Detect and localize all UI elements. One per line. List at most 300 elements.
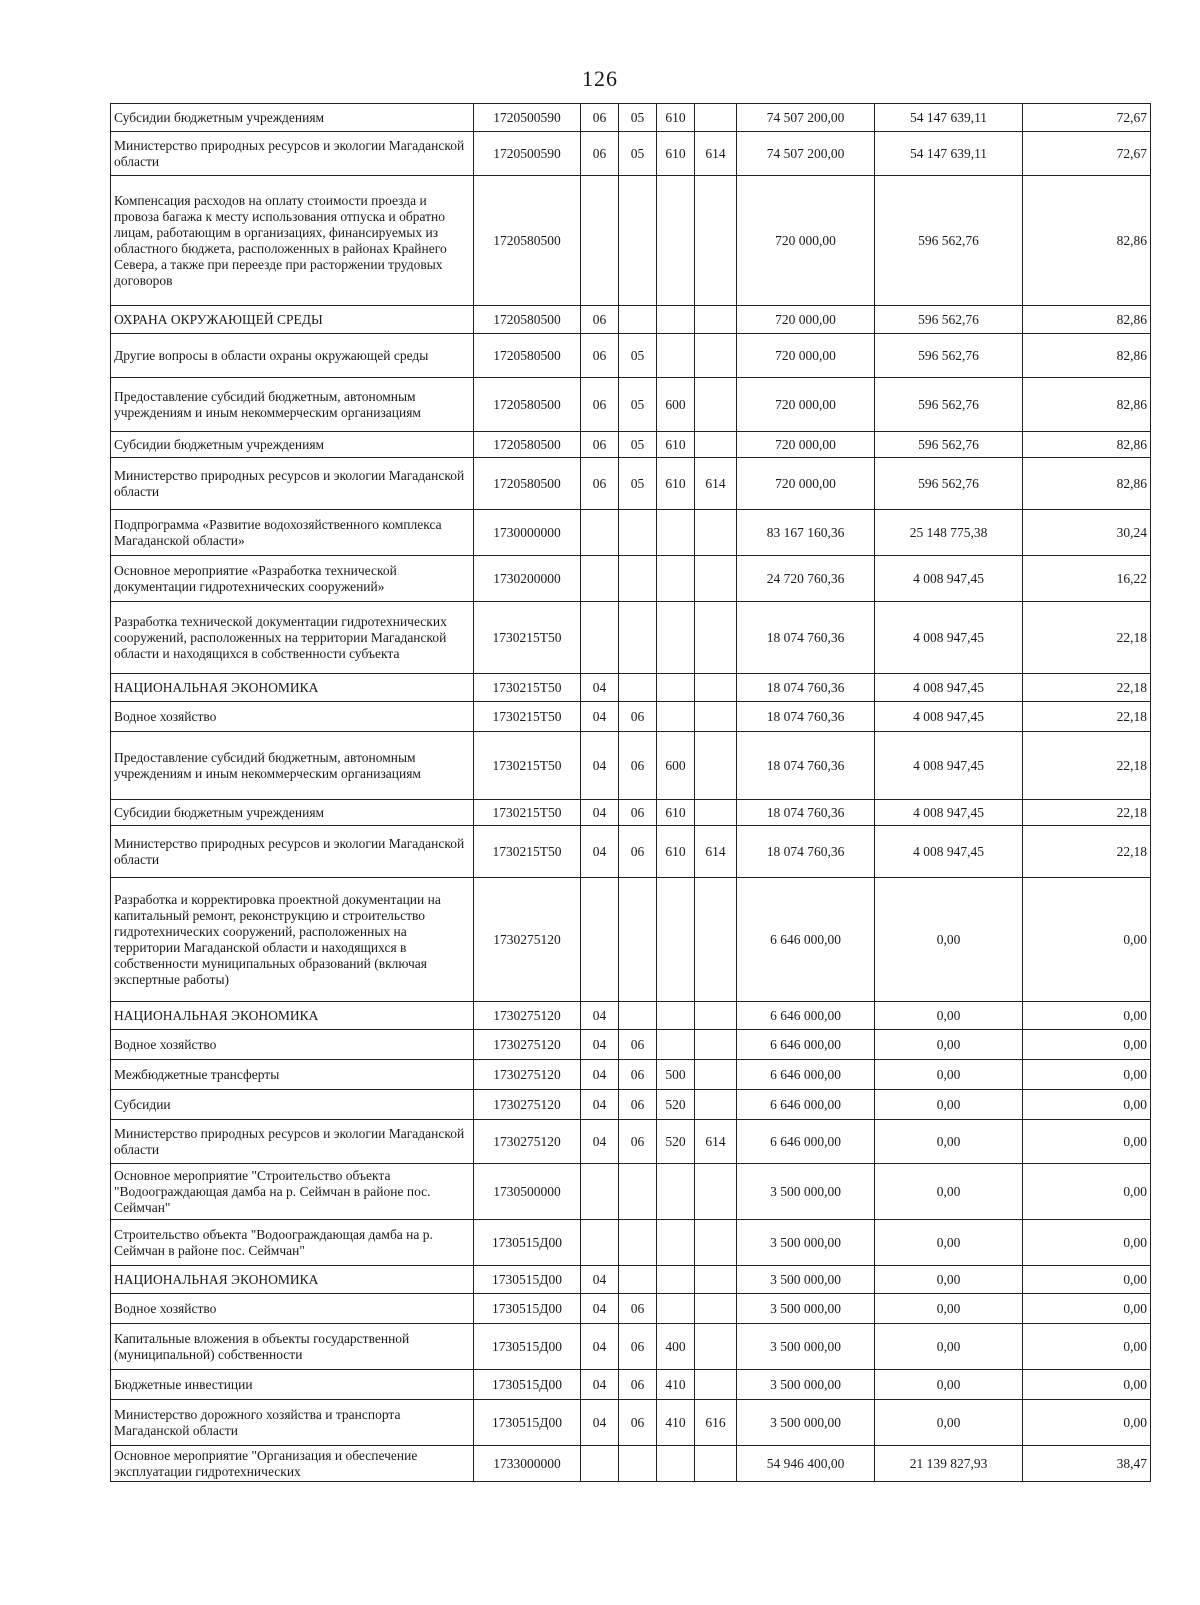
- subsection-code-cell: 06: [619, 1370, 657, 1400]
- page-number: 126: [582, 66, 618, 91]
- target-article-code-cell: 1730275120: [474, 1030, 581, 1060]
- execution-percent-cell: 16,22: [1023, 556, 1151, 602]
- planned-amount-cell: 3 500 000,00: [737, 1294, 875, 1324]
- row-name-cell: Основное мероприятие «Разработка технической документации гидротехнических сооружений»: [111, 556, 474, 602]
- target-article-code-cell: 1730215Т50: [474, 602, 581, 674]
- execution-percent-cell: 22,18: [1023, 602, 1151, 674]
- planned-amount-cell: 54 946 400,00: [737, 1446, 875, 1482]
- section-code-cell: 04: [581, 1266, 619, 1294]
- subsection-code-cell: 06: [619, 1090, 657, 1120]
- planned-amount-cell: 18 074 760,36: [737, 602, 875, 674]
- expense-type-code-cell: [657, 1266, 695, 1294]
- section-code-cell: 04: [581, 1060, 619, 1090]
- planned-amount-cell: 3 500 000,00: [737, 1164, 875, 1220]
- table-row: [111, 1002, 1151, 1030]
- row-name-cell: Министерство дорожного хозяйства и транспорта Магаданской области: [111, 1400, 474, 1446]
- executed-amount-cell: 4 008 947,45: [875, 674, 1023, 702]
- executed-amount-cell: 4 008 947,45: [875, 732, 1023, 800]
- planned-amount-cell: 6 646 000,00: [737, 1030, 875, 1060]
- target-article-code-cell: 1730515Д00: [474, 1294, 581, 1324]
- planned-amount-cell: 74 507 200,00: [737, 132, 875, 176]
- table-row: [111, 458, 1151, 510]
- section-code-cell: 04: [581, 1120, 619, 1164]
- table-body: [111, 104, 1151, 1482]
- target-article-code-cell: 1730515Д00: [474, 1324, 581, 1370]
- row-name-cell: Министерство природных ресурсов и экологии Магаданской области: [111, 1120, 474, 1164]
- planned-amount-cell: 720 000,00: [737, 334, 875, 378]
- target-article-code-cell: 1730215Т50: [474, 732, 581, 800]
- execution-percent-cell: 22,18: [1023, 674, 1151, 702]
- table-row: [111, 1090, 1151, 1120]
- expense-type-code-cell: [657, 556, 695, 602]
- administrator-code-cell: [695, 1220, 737, 1266]
- executed-amount-cell: 596 562,76: [875, 378, 1023, 432]
- section-code-cell: 04: [581, 1090, 619, 1120]
- subsection-code-cell: 06: [619, 1120, 657, 1164]
- execution-percent-cell: 0,00: [1023, 1294, 1151, 1324]
- execution-percent-cell: 72,67: [1023, 132, 1151, 176]
- table-row: [111, 104, 1151, 132]
- row-name-cell: Субсидии бюджетным учреждениям: [111, 104, 474, 132]
- expense-type-code-cell: 410: [657, 1400, 695, 1446]
- section-code-cell: [581, 878, 619, 1002]
- row-name-cell: Предоставление субсидий бюджетным, автономным учреждениям и иным некоммерческим организациям: [111, 732, 474, 800]
- table-row: [111, 1220, 1151, 1266]
- expense-type-code-cell: [657, 1446, 695, 1482]
- section-code-cell: 04: [581, 1400, 619, 1446]
- subsection-code-cell: 06: [619, 1294, 657, 1324]
- row-name-cell: Разработка технической документации гидротехнических сооружений, расположенных на территории Магаданской области и находящихся в собственности субъекта: [111, 602, 474, 674]
- expense-type-code-cell: [657, 1002, 695, 1030]
- administrator-code-cell: [695, 378, 737, 432]
- execution-percent-cell: 0,00: [1023, 1030, 1151, 1060]
- administrator-code-cell: [695, 732, 737, 800]
- table-row: [111, 1446, 1151, 1482]
- subsection-code-cell: 05: [619, 104, 657, 132]
- executed-amount-cell: 0,00: [875, 1164, 1023, 1220]
- table-row: [111, 132, 1151, 176]
- expense-type-code-cell: 410: [657, 1370, 695, 1400]
- table-row: [111, 1370, 1151, 1400]
- table-row: [111, 306, 1151, 334]
- expense-type-code-cell: 610: [657, 104, 695, 132]
- target-article-code-cell: 1720580500: [474, 306, 581, 334]
- planned-amount-cell: 3 500 000,00: [737, 1220, 875, 1266]
- row-name-cell: Межбюджетные трансферты: [111, 1060, 474, 1090]
- planned-amount-cell: 3 500 000,00: [737, 1370, 875, 1400]
- target-article-code-cell: 1733000000: [474, 1446, 581, 1482]
- administrator-code-cell: [695, 674, 737, 702]
- section-code-cell: 04: [581, 702, 619, 732]
- planned-amount-cell: 720 000,00: [737, 306, 875, 334]
- subsection-code-cell: 05: [619, 132, 657, 176]
- target-article-code-cell: 1720580500: [474, 176, 581, 306]
- execution-percent-cell: 30,24: [1023, 510, 1151, 556]
- expense-type-code-cell: [657, 1030, 695, 1060]
- subsection-code-cell: [619, 556, 657, 602]
- target-article-code-cell: 1730215Т50: [474, 826, 581, 878]
- administrator-code-cell: [695, 176, 737, 306]
- table-row: [111, 1120, 1151, 1164]
- administrator-code-cell: 614: [695, 1120, 737, 1164]
- expense-type-code-cell: 520: [657, 1120, 695, 1164]
- expense-type-code-cell: [657, 674, 695, 702]
- executed-amount-cell: 596 562,76: [875, 432, 1023, 458]
- table-row: [111, 378, 1151, 432]
- execution-percent-cell: 0,00: [1023, 1324, 1151, 1370]
- row-name-cell: Основное мероприятие "Организация и обеспечение эксплуатации гидротехнических: [111, 1446, 474, 1482]
- planned-amount-cell: 3 500 000,00: [737, 1266, 875, 1294]
- subsection-code-cell: 06: [619, 1400, 657, 1446]
- executed-amount-cell: 0,00: [875, 1030, 1023, 1060]
- subsection-code-cell: 05: [619, 458, 657, 510]
- execution-percent-cell: 22,18: [1023, 732, 1151, 800]
- executed-amount-cell: 54 147 639,11: [875, 104, 1023, 132]
- target-article-code-cell: 1730275120: [474, 1120, 581, 1164]
- subsection-code-cell: [619, 176, 657, 306]
- execution-percent-cell: 22,18: [1023, 800, 1151, 826]
- executed-amount-cell: 0,00: [875, 1324, 1023, 1370]
- row-name-cell: Водное хозяйство: [111, 1030, 474, 1060]
- table-row: [111, 1324, 1151, 1370]
- section-code-cell: [581, 556, 619, 602]
- subsection-code-cell: 06: [619, 1324, 657, 1370]
- execution-percent-cell: 82,86: [1023, 334, 1151, 378]
- planned-amount-cell: 18 074 760,36: [737, 732, 875, 800]
- expense-type-code-cell: [657, 306, 695, 334]
- executed-amount-cell: 0,00: [875, 1120, 1023, 1164]
- table-row: [111, 1266, 1151, 1294]
- subsection-code-cell: [619, 306, 657, 334]
- executed-amount-cell: 0,00: [875, 1090, 1023, 1120]
- table-row: [111, 1294, 1151, 1324]
- section-code-cell: 06: [581, 458, 619, 510]
- table-row: [111, 1060, 1151, 1090]
- table-row: [111, 732, 1151, 800]
- row-name-cell: Строительство объекта "Водоограждающая дамба на р. Сеймчан в районе пос. Сеймчан": [111, 1220, 474, 1266]
- subsection-code-cell: [619, 1220, 657, 1266]
- executed-amount-cell: 4 008 947,45: [875, 702, 1023, 732]
- executed-amount-cell: 0,00: [875, 1266, 1023, 1294]
- expense-type-code-cell: [657, 1220, 695, 1266]
- subsection-code-cell: [619, 510, 657, 556]
- row-name-cell: Основное мероприятие "Строительство объекта "Водоограждающая дамба на р. Сеймчан в районе пос. Сеймчан": [111, 1164, 474, 1220]
- section-code-cell: 04: [581, 1002, 619, 1030]
- section-code-cell: 06: [581, 104, 619, 132]
- planned-amount-cell: 720 000,00: [737, 176, 875, 306]
- executed-amount-cell: 0,00: [875, 1400, 1023, 1446]
- planned-amount-cell: 720 000,00: [737, 432, 875, 458]
- planned-amount-cell: 18 074 760,36: [737, 826, 875, 878]
- planned-amount-cell: 18 074 760,36: [737, 702, 875, 732]
- row-name-cell: Предоставление субсидий бюджетным, автономным учреждениям и иным некоммерческим организациям: [111, 378, 474, 432]
- subsection-code-cell: 05: [619, 334, 657, 378]
- table-row: [111, 1164, 1151, 1220]
- section-code-cell: 06: [581, 132, 619, 176]
- executed-amount-cell: 4 008 947,45: [875, 556, 1023, 602]
- administrator-code-cell: [695, 1370, 737, 1400]
- planned-amount-cell: 6 646 000,00: [737, 1060, 875, 1090]
- row-name-cell: Капитальные вложения в объекты государственной (муниципальной) собственности: [111, 1324, 474, 1370]
- execution-percent-cell: 0,00: [1023, 878, 1151, 1002]
- row-name-cell: Субсидии бюджетным учреждениям: [111, 432, 474, 458]
- row-name-cell: Бюджетные инвестиции: [111, 1370, 474, 1400]
- target-article-code-cell: 1720500590: [474, 132, 581, 176]
- execution-percent-cell: 0,00: [1023, 1120, 1151, 1164]
- subsection-code-cell: [619, 1266, 657, 1294]
- row-name-cell: Водное хозяйство: [111, 702, 474, 732]
- section-code-cell: 06: [581, 432, 619, 458]
- executed-amount-cell: 54 147 639,11: [875, 132, 1023, 176]
- planned-amount-cell: 3 500 000,00: [737, 1324, 875, 1370]
- subsection-code-cell: [619, 602, 657, 674]
- executed-amount-cell: 25 148 775,38: [875, 510, 1023, 556]
- target-article-code-cell: 1730275120: [474, 1090, 581, 1120]
- administrator-code-cell: [695, 556, 737, 602]
- section-code-cell: 06: [581, 334, 619, 378]
- planned-amount-cell: 6 646 000,00: [737, 1090, 875, 1120]
- expense-type-code-cell: [657, 176, 695, 306]
- target-article-code-cell: 1730515Д00: [474, 1370, 581, 1400]
- administrator-code-cell: [695, 878, 737, 1002]
- subsection-code-cell: 06: [619, 1030, 657, 1060]
- table-row: [111, 334, 1151, 378]
- section-code-cell: 04: [581, 1294, 619, 1324]
- table-row: [111, 674, 1151, 702]
- row-name-cell: ОХРАНА ОКРУЖАЮЩЕЙ СРЕДЫ: [111, 306, 474, 334]
- expense-type-code-cell: [657, 702, 695, 732]
- administrator-code-cell: [695, 702, 737, 732]
- section-code-cell: 06: [581, 378, 619, 432]
- subsection-code-cell: 06: [619, 732, 657, 800]
- execution-percent-cell: 22,18: [1023, 702, 1151, 732]
- section-code-cell: 04: [581, 674, 619, 702]
- execution-percent-cell: 82,86: [1023, 432, 1151, 458]
- target-article-code-cell: 1730215Т50: [474, 702, 581, 732]
- expense-type-code-cell: 600: [657, 732, 695, 800]
- administrator-code-cell: [695, 510, 737, 556]
- executed-amount-cell: 596 562,76: [875, 458, 1023, 510]
- executed-amount-cell: 4 008 947,45: [875, 602, 1023, 674]
- expense-type-code-cell: 500: [657, 1060, 695, 1090]
- planned-amount-cell: 74 507 200,00: [737, 104, 875, 132]
- table-row: [111, 878, 1151, 1002]
- planned-amount-cell: 18 074 760,36: [737, 800, 875, 826]
- budget-execution-table: [110, 103, 1151, 1482]
- target-article-code-cell: 1730515Д00: [474, 1400, 581, 1446]
- subsection-code-cell: 06: [619, 702, 657, 732]
- execution-percent-cell: 0,00: [1023, 1220, 1151, 1266]
- execution-percent-cell: 0,00: [1023, 1266, 1151, 1294]
- section-code-cell: [581, 1220, 619, 1266]
- table-row: [111, 702, 1151, 732]
- target-article-code-cell: 1730500000: [474, 1164, 581, 1220]
- executed-amount-cell: 4 008 947,45: [875, 826, 1023, 878]
- expense-type-code-cell: [657, 1294, 695, 1324]
- executed-amount-cell: 596 562,76: [875, 176, 1023, 306]
- table-row: [111, 176, 1151, 306]
- subsection-code-cell: 05: [619, 432, 657, 458]
- expense-type-code-cell: 520: [657, 1090, 695, 1120]
- row-name-cell: Другие вопросы в области охраны окружающей среды: [111, 334, 474, 378]
- execution-percent-cell: 82,86: [1023, 306, 1151, 334]
- expense-type-code-cell: [657, 602, 695, 674]
- row-name-cell: НАЦИОНАЛЬНАЯ ЭКОНОМИКА: [111, 1002, 474, 1030]
- planned-amount-cell: 24 720 760,36: [737, 556, 875, 602]
- table-row: [111, 800, 1151, 826]
- expense-type-code-cell: [657, 878, 695, 1002]
- subsection-code-cell: 05: [619, 378, 657, 432]
- administrator-code-cell: 614: [695, 458, 737, 510]
- executed-amount-cell: 0,00: [875, 1002, 1023, 1030]
- target-article-code-cell: 1720580500: [474, 432, 581, 458]
- section-code-cell: [581, 602, 619, 674]
- subsection-code-cell: [619, 1164, 657, 1220]
- section-code-cell: 04: [581, 826, 619, 878]
- executed-amount-cell: 0,00: [875, 1370, 1023, 1400]
- row-name-cell: Министерство природных ресурсов и экологии Магаданской области: [111, 132, 474, 176]
- table-row: [111, 510, 1151, 556]
- expense-type-code-cell: [657, 510, 695, 556]
- target-article-code-cell: 1720580500: [474, 334, 581, 378]
- executed-amount-cell: 21 139 827,93: [875, 1446, 1023, 1482]
- expense-type-code-cell: 610: [657, 826, 695, 878]
- administrator-code-cell: [695, 1164, 737, 1220]
- execution-percent-cell: 72,67: [1023, 104, 1151, 132]
- section-code-cell: [581, 1164, 619, 1220]
- target-article-code-cell: 1720580500: [474, 378, 581, 432]
- administrator-code-cell: [695, 1060, 737, 1090]
- executed-amount-cell: 596 562,76: [875, 306, 1023, 334]
- administrator-code-cell: [695, 432, 737, 458]
- administrator-code-cell: 614: [695, 132, 737, 176]
- planned-amount-cell: 18 074 760,36: [737, 674, 875, 702]
- expense-type-code-cell: [657, 1164, 695, 1220]
- section-code-cell: 04: [581, 732, 619, 800]
- row-name-cell: Разработка и корректировка проектной документации на капитальный ремонт, реконструкцию и строительство гидротехнических сооружений, расположенных на территории Магаданской области и находящихся в собственности муниципальных образований (включая экспертные работы): [111, 878, 474, 1002]
- execution-percent-cell: 82,86: [1023, 176, 1151, 306]
- execution-percent-cell: 82,86: [1023, 378, 1151, 432]
- table-row: [111, 1030, 1151, 1060]
- planned-amount-cell: 83 167 160,36: [737, 510, 875, 556]
- table-row: [111, 1400, 1151, 1446]
- row-name-cell: НАЦИОНАЛЬНАЯ ЭКОНОМИКА: [111, 1266, 474, 1294]
- execution-percent-cell: 0,00: [1023, 1370, 1151, 1400]
- section-code-cell: [581, 1446, 619, 1482]
- executed-amount-cell: 596 562,76: [875, 334, 1023, 378]
- administrator-code-cell: [695, 104, 737, 132]
- expense-type-code-cell: 610: [657, 432, 695, 458]
- target-article-code-cell: 1730000000: [474, 510, 581, 556]
- execution-percent-cell: 22,18: [1023, 826, 1151, 878]
- execution-percent-cell: 0,00: [1023, 1060, 1151, 1090]
- administrator-code-cell: [695, 334, 737, 378]
- table-row: [111, 826, 1151, 878]
- section-code-cell: 06: [581, 306, 619, 334]
- execution-percent-cell: 0,00: [1023, 1090, 1151, 1120]
- administrator-code-cell: [695, 1090, 737, 1120]
- administrator-code-cell: [695, 1030, 737, 1060]
- planned-amount-cell: 6 646 000,00: [737, 1002, 875, 1030]
- target-article-code-cell: 1730215Т50: [474, 800, 581, 826]
- target-article-code-cell: 1730275120: [474, 1060, 581, 1090]
- expense-type-code-cell: 610: [657, 132, 695, 176]
- expense-type-code-cell: [657, 334, 695, 378]
- executed-amount-cell: 0,00: [875, 878, 1023, 1002]
- execution-percent-cell: 38,47: [1023, 1446, 1151, 1482]
- planned-amount-cell: 720 000,00: [737, 378, 875, 432]
- administrator-code-cell: [695, 306, 737, 334]
- administrator-code-cell: [695, 1446, 737, 1482]
- target-article-code-cell: 1730215Т50: [474, 674, 581, 702]
- execution-percent-cell: 82,86: [1023, 458, 1151, 510]
- administrator-code-cell: [695, 800, 737, 826]
- administrator-code-cell: 616: [695, 1400, 737, 1446]
- section-code-cell: 04: [581, 1370, 619, 1400]
- row-name-cell: Компенсация расходов на оплату стоимости проезда и провоза багажа к месту использования отпуска и обратно лицам, работающим в организациях, финансируемых из областного бюджета, расположенных в районах Крайнего Севера, а также при переезде при расторжении трудовых договоров: [111, 176, 474, 306]
- target-article-code-cell: 1730200000: [474, 556, 581, 602]
- subsection-code-cell: 06: [619, 1060, 657, 1090]
- administrator-code-cell: [695, 602, 737, 674]
- expense-type-code-cell: 400: [657, 1324, 695, 1370]
- table-row: [111, 556, 1151, 602]
- execution-percent-cell: 0,00: [1023, 1164, 1151, 1220]
- expense-type-code-cell: 600: [657, 378, 695, 432]
- planned-amount-cell: 720 000,00: [737, 458, 875, 510]
- administrator-code-cell: 614: [695, 826, 737, 878]
- row-name-cell: Подпрограмма «Развитие водохозяйственного комплекса Магаданской области»: [111, 510, 474, 556]
- executed-amount-cell: 0,00: [875, 1060, 1023, 1090]
- subsection-code-cell: [619, 1446, 657, 1482]
- target-article-code-cell: 1730515Д00: [474, 1266, 581, 1294]
- row-name-cell: НАЦИОНАЛЬНАЯ ЭКОНОМИКА: [111, 674, 474, 702]
- table-row: [111, 602, 1151, 674]
- section-code-cell: 04: [581, 1324, 619, 1370]
- section-code-cell: [581, 510, 619, 556]
- section-code-cell: 04: [581, 800, 619, 826]
- row-name-cell: Субсидии: [111, 1090, 474, 1120]
- executed-amount-cell: 0,00: [875, 1294, 1023, 1324]
- target-article-code-cell: 1730275120: [474, 878, 581, 1002]
- row-name-cell: Министерство природных ресурсов и экологии Магаданской области: [111, 826, 474, 878]
- executed-amount-cell: 0,00: [875, 1220, 1023, 1266]
- subsection-code-cell: 06: [619, 826, 657, 878]
- target-article-code-cell: 1730275120: [474, 1002, 581, 1030]
- subsection-code-cell: 06: [619, 800, 657, 826]
- administrator-code-cell: [695, 1002, 737, 1030]
- row-name-cell: Субсидии бюджетным учреждениям: [111, 800, 474, 826]
- row-name-cell: Министерство природных ресурсов и экологии Магаданской области: [111, 458, 474, 510]
- expense-type-code-cell: 610: [657, 458, 695, 510]
- section-code-cell: 04: [581, 1030, 619, 1060]
- expense-type-code-cell: 610: [657, 800, 695, 826]
- execution-percent-cell: 0,00: [1023, 1400, 1151, 1446]
- subsection-code-cell: [619, 878, 657, 1002]
- target-article-code-cell: 1730515Д00: [474, 1220, 581, 1266]
- table-row: [111, 432, 1151, 458]
- executed-amount-cell: 4 008 947,45: [875, 800, 1023, 826]
- target-article-code-cell: 1720580500: [474, 458, 581, 510]
- administrator-code-cell: [695, 1294, 737, 1324]
- target-article-code-cell: 1720500590: [474, 104, 581, 132]
- subsection-code-cell: [619, 1002, 657, 1030]
- planned-amount-cell: 3 500 000,00: [737, 1400, 875, 1446]
- administrator-code-cell: [695, 1324, 737, 1370]
- section-code-cell: [581, 176, 619, 306]
- execution-percent-cell: 0,00: [1023, 1002, 1151, 1030]
- subsection-code-cell: [619, 674, 657, 702]
- administrator-code-cell: [695, 1266, 737, 1294]
